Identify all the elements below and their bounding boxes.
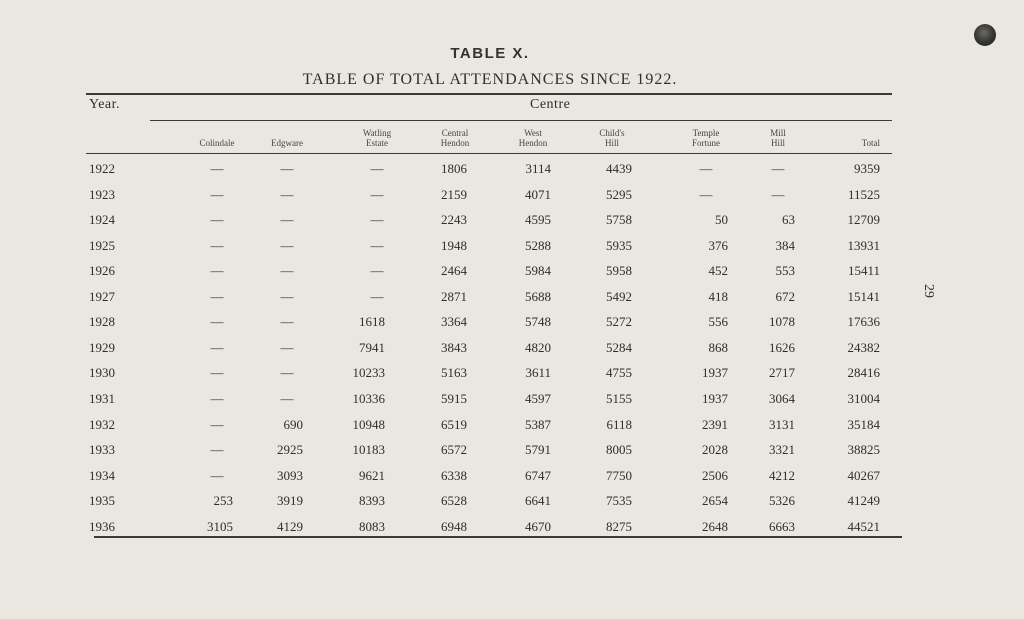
value-cell: — <box>280 212 294 228</box>
year-cell: 1928 <box>89 314 115 330</box>
value-cell: 10233 <box>352 365 385 381</box>
value-cell: — <box>771 186 785 202</box>
table-row <box>0 442 1024 467</box>
value-cell: 452 <box>708 263 728 279</box>
value-cell: 5288 <box>525 237 551 253</box>
value-cell: 6948 <box>441 518 467 534</box>
value-cell: 40267 <box>847 467 880 483</box>
value-cell: 5758 <box>606 212 632 228</box>
value-cell: 3131 <box>769 416 795 432</box>
column-header-line: Hendon <box>440 138 470 148</box>
value-cell: 4670 <box>525 518 551 534</box>
value-cell: 5326 <box>769 493 795 509</box>
value-cell: — <box>210 467 224 483</box>
table-row <box>0 263 1024 288</box>
value-cell: 35184 <box>847 416 880 432</box>
column-header <box>572 128 652 148</box>
value-cell: 3093 <box>277 467 303 483</box>
value-cell: 553 <box>775 263 795 279</box>
value-cell: — <box>280 390 294 406</box>
value-cell: 6663 <box>769 518 795 534</box>
year-cell: 1926 <box>89 263 115 279</box>
value-cell: 3843 <box>441 339 467 355</box>
column-header-line: Hendon <box>518 138 548 148</box>
year-cell: 1930 <box>89 365 115 381</box>
value-cell: 376 <box>708 237 728 253</box>
column-header-line: Hill <box>604 138 619 148</box>
value-cell: 5492 <box>606 288 632 304</box>
value-cell: 2717 <box>769 365 795 381</box>
column-header-line: West <box>524 128 542 138</box>
value-cell: 6572 <box>441 442 467 458</box>
value-cell: 8005 <box>606 442 632 458</box>
year-cell: 1932 <box>89 416 115 432</box>
value-cell: 6528 <box>441 493 467 509</box>
year-cell: 1929 <box>89 339 115 355</box>
value-cell: 5387 <box>525 416 551 432</box>
value-cell: — <box>210 390 224 406</box>
year-cell: 1933 <box>89 442 115 458</box>
value-cell: 1948 <box>441 237 467 253</box>
value-cell: 2028 <box>702 442 728 458</box>
centre-rule <box>150 120 892 121</box>
value-cell: — <box>699 186 713 202</box>
value-cell: 3321 <box>769 442 795 458</box>
column-header-line: Mill <box>770 128 786 138</box>
year-cell: 1935 <box>89 493 115 509</box>
column-header <box>247 138 327 148</box>
value-cell: — <box>280 288 294 304</box>
value-cell: 5958 <box>606 263 632 279</box>
value-cell: 15141 <box>847 288 880 304</box>
value-cell: 5155 <box>606 390 632 406</box>
value-cell: — <box>210 339 224 355</box>
value-cell: 6118 <box>606 416 632 432</box>
column-header-line: Watling <box>362 128 392 138</box>
value-cell: 868 <box>708 339 728 355</box>
value-cell: 17636 <box>847 314 880 330</box>
value-cell: — <box>280 365 294 381</box>
value-cell: 3919 <box>277 493 303 509</box>
value-cell: — <box>280 314 294 330</box>
column-header-line: Fortune <box>692 138 720 148</box>
value-cell: 4071 <box>525 186 551 202</box>
value-cell: 1937 <box>702 365 728 381</box>
year-header: Year. <box>89 97 121 112</box>
value-cell: 38825 <box>847 442 880 458</box>
top-rule <box>86 93 892 95</box>
value-cell: 4439 <box>606 161 632 176</box>
value-cell: 10336 <box>352 390 385 406</box>
value-cell: — <box>210 263 224 279</box>
value-cell: 9621 <box>359 467 385 483</box>
value-cell: 690 <box>283 416 303 432</box>
value-cell: 2464 <box>441 263 467 279</box>
value-cell: 12709 <box>847 212 880 228</box>
column-header <box>177 138 257 148</box>
value-cell: — <box>210 314 224 330</box>
column-header-line: Edgware <box>271 138 303 148</box>
table-row <box>0 417 1024 442</box>
value-cell: 41249 <box>847 493 880 509</box>
column-header <box>493 128 573 148</box>
year-cell: 1922 <box>89 161 115 176</box>
table-row <box>0 187 1024 212</box>
punch-hole <box>974 24 996 46</box>
value-cell: 2648 <box>702 518 728 534</box>
value-cell: 5295 <box>606 186 632 202</box>
value-cell: 5935 <box>606 237 632 253</box>
column-header <box>415 128 495 148</box>
value-cell: 3114 <box>525 161 551 176</box>
value-cell: 1618 <box>359 314 385 330</box>
table-row <box>0 493 1024 518</box>
value-cell: 15411 <box>847 263 880 279</box>
value-cell: 10948 <box>352 416 385 432</box>
value-cell: 5791 <box>525 442 551 458</box>
table-row <box>0 238 1024 263</box>
column-header-line: Hill <box>770 138 785 148</box>
value-cell: 5272 <box>606 314 632 330</box>
value-cell: 6519 <box>441 416 467 432</box>
value-cell: — <box>210 416 224 432</box>
value-cell: — <box>280 339 294 355</box>
value-cell: 1078 <box>769 314 795 330</box>
value-cell: 5915 <box>441 390 467 406</box>
value-cell: 418 <box>708 288 728 304</box>
value-cell: 11525 <box>847 186 880 202</box>
value-cell: — <box>210 161 224 176</box>
table-subtitle: TABLE OF TOTAL ATTENDANCES SINCE 1922. <box>302 71 678 88</box>
column-header-line: Colindale <box>199 138 235 148</box>
value-cell: 2871 <box>441 288 467 304</box>
column-header-line: Estate <box>366 138 388 148</box>
value-cell: — <box>771 161 785 176</box>
value-cell: 50 <box>715 212 728 228</box>
table-row <box>0 161 1024 186</box>
value-cell: — <box>210 288 224 304</box>
value-cell: — <box>210 365 224 381</box>
value-cell: 5284 <box>606 339 632 355</box>
column-header-line: Temple <box>692 128 720 138</box>
value-cell: 2243 <box>441 212 467 228</box>
value-cell: — <box>370 186 384 202</box>
value-cell: — <box>280 186 294 202</box>
page-number: 29 <box>921 284 936 298</box>
value-cell: — <box>280 161 294 176</box>
value-cell: 1806 <box>441 161 467 176</box>
value-cell: 3611 <box>525 365 551 381</box>
column-header <box>337 128 417 148</box>
year-cell: 1931 <box>89 390 115 406</box>
value-cell: — <box>370 263 384 279</box>
year-cell: 1934 <box>89 467 115 483</box>
value-cell: 1626 <box>769 339 795 355</box>
value-cell: 6641 <box>525 493 551 509</box>
table-row <box>0 314 1024 339</box>
value-cell: 384 <box>775 237 795 253</box>
year-cell: 1924 <box>89 212 115 228</box>
table-row <box>0 340 1024 365</box>
table-row <box>0 519 1024 544</box>
value-cell: — <box>699 161 713 176</box>
table-row <box>0 365 1024 390</box>
value-cell: 10183 <box>352 442 385 458</box>
value-cell: 4595 <box>525 212 551 228</box>
column-header <box>800 138 880 148</box>
year-cell: 1923 <box>89 186 115 202</box>
value-cell: 63 <box>782 212 795 228</box>
value-cell: — <box>370 237 384 253</box>
value-cell: 7750 <box>606 467 632 483</box>
table-row <box>0 468 1024 493</box>
value-cell: 4597 <box>525 390 551 406</box>
column-header-line: Total <box>861 138 880 148</box>
value-cell: — <box>210 237 224 253</box>
column-header-line: Child's <box>599 128 625 138</box>
value-cell: — <box>280 237 294 253</box>
value-cell: 24382 <box>847 339 880 355</box>
value-cell: 2654 <box>702 493 728 509</box>
value-cell: 4212 <box>769 467 795 483</box>
value-cell: 3364 <box>441 314 467 330</box>
value-cell: 4755 <box>606 365 632 381</box>
centre-header: Centre <box>530 97 571 112</box>
value-cell: — <box>280 263 294 279</box>
table-row <box>0 391 1024 416</box>
value-cell: — <box>210 442 224 458</box>
year-cell: 1936 <box>89 518 115 534</box>
value-cell: 672 <box>775 288 795 304</box>
value-cell: 2391 <box>702 416 728 432</box>
value-cell: 9359 <box>854 161 880 176</box>
value-cell: 4820 <box>525 339 551 355</box>
value-cell: 4129 <box>277 518 303 534</box>
value-cell: 253 <box>213 493 233 509</box>
year-cell: 1925 <box>89 237 115 253</box>
value-cell: 5688 <box>525 288 551 304</box>
value-cell: 3105 <box>207 518 233 534</box>
value-cell: 8393 <box>359 493 385 509</box>
value-cell: 8083 <box>359 518 385 534</box>
value-cell: 2506 <box>702 467 728 483</box>
column-header <box>666 128 746 148</box>
table-title: TABLE X. <box>450 45 530 62</box>
value-cell: 7535 <box>606 493 632 509</box>
value-cell: 28416 <box>847 365 880 381</box>
value-cell: 1937 <box>702 390 728 406</box>
value-cell: 5984 <box>525 263 551 279</box>
column-header-line: Central <box>441 128 469 138</box>
year-cell: 1927 <box>89 288 115 304</box>
value-cell: 6747 <box>525 467 551 483</box>
value-cell: — <box>210 186 224 202</box>
value-cell: — <box>370 161 384 176</box>
value-cell: 2159 <box>441 186 467 202</box>
header-rule <box>86 153 892 154</box>
value-cell: 5163 <box>441 365 467 381</box>
value-cell: 7941 <box>359 339 385 355</box>
value-cell: — <box>370 288 384 304</box>
value-cell: 31004 <box>847 390 880 406</box>
value-cell: 8275 <box>606 518 632 534</box>
value-cell: 2925 <box>277 442 303 458</box>
value-cell: — <box>210 212 224 228</box>
value-cell: 3064 <box>769 390 795 406</box>
table-row <box>0 289 1024 314</box>
table-row <box>0 212 1024 237</box>
value-cell: — <box>370 212 384 228</box>
value-cell: 13931 <box>847 237 880 253</box>
bottom-rule <box>94 536 902 538</box>
value-cell: 6338 <box>441 467 467 483</box>
value-cell: 556 <box>708 314 728 330</box>
value-cell: 44521 <box>847 518 880 534</box>
value-cell: 5748 <box>525 314 551 330</box>
